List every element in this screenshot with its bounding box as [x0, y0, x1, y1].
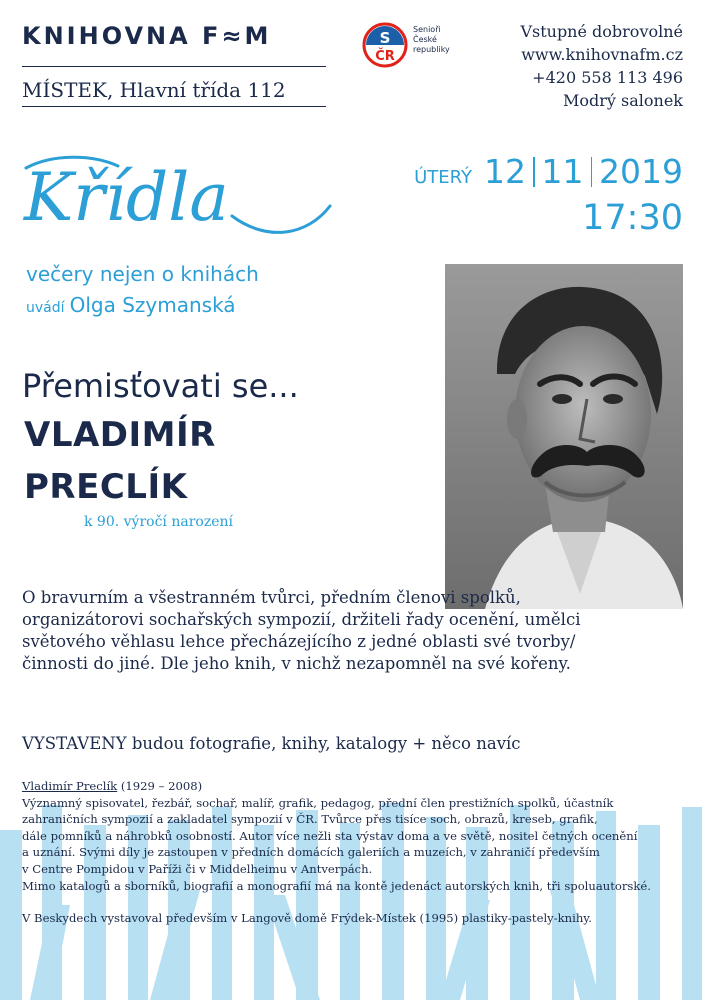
phone-number: +420 558 113 496: [532, 68, 683, 87]
svg-text:ČR: ČR: [375, 49, 395, 64]
room-name: Modrý salonek: [563, 91, 683, 110]
seniors-logo-emblem-icon: [360, 20, 410, 70]
date-month: 11: [541, 152, 584, 191]
bio-closing: V Beskydech vystavoval především v Langově domě Frýdek-Místek (1995) plastiky-pastely-knihy.: [22, 911, 592, 926]
entry-fee: Vstupné dobrovolné: [520, 22, 683, 41]
logo-text-line: republiky: [413, 45, 450, 54]
bio-line: dále pomníků a náhrobků osobností. Autor více nežli sta výstav doma a ve světě, nositel četných ocenění: [22, 828, 638, 843]
bio-name: Vladimír Preclík: [22, 779, 118, 793]
bio-line: a uznání. Svými díly je zastoupen v předních domácích galeriích a muzeích, v zahraničí především: [22, 845, 600, 860]
event-title: Přemisťovati se...: [22, 367, 299, 405]
date-day: 12: [484, 152, 527, 191]
bio-line: Mimo katalogů a sborníků, biografií a monografií má na kontě jedenáct autorských knih, tři spoluautorské.: [22, 878, 651, 893]
divider-top: [22, 66, 326, 67]
bio-spacer: [22, 894, 702, 910]
divider-bottom: [22, 106, 326, 107]
presenter-name: Olga Szymanská: [69, 293, 236, 317]
seniors-logo-text: [413, 25, 450, 55]
bio-line: Významný spisovatel, řezbář, sochař, malíř, grafik, pedagog, přední člen prestižních spolků, účastník: [22, 795, 614, 810]
date-separator: [591, 157, 593, 187]
speaker-first-name: VLADIMÍR: [24, 415, 216, 455]
logo-text-line: Senioři: [413, 25, 441, 34]
speaker-portrait: [445, 264, 683, 609]
date-year: 2019: [599, 152, 683, 191]
bio-years: (1929 – 2008): [120, 779, 203, 793]
series-logo: [22, 150, 334, 240]
biography: [22, 778, 702, 927]
date-separator: [533, 157, 535, 187]
presenter: [26, 293, 236, 317]
anniversary-note: k 90. výročí narození: [84, 514, 233, 530]
library-address: MÍSTEK, Hlavní třída 112: [22, 78, 286, 102]
speaker-last-name: PRECLÍK: [24, 467, 188, 507]
wing-swash-icon: [22, 150, 334, 240]
day-name: ÚTERÝ: [414, 167, 473, 188]
series-tagline: večery nejen o knihách: [26, 262, 259, 286]
portrait-photo-icon: [445, 264, 683, 609]
seniors-logo: [360, 20, 470, 70]
series-title: Křídla: [24, 159, 229, 236]
exhibition-note: VYSTAVENY budou fotografie, knihy, katalogy + něco navíc: [22, 734, 521, 753]
bio-line: zahraničních sympozií a zakladatel sympozií v ČR. Tvůrce přes tisíce soch, obrazů, kreseb, grafik,: [22, 812, 598, 827]
bio-line: v Centre Pompidou v Paříži či v Middelheimu v Antverpách.: [22, 861, 373, 876]
library-name: KNIHOVNA F≈M: [22, 22, 272, 50]
presenter-prefix: uvádí: [26, 300, 65, 316]
event-date: [414, 152, 683, 191]
event-time: 17:30: [582, 198, 683, 238]
event-info: [520, 20, 683, 112]
logo-text-line: České: [413, 35, 437, 44]
event-description: O bravurním a všestranném tvůrci, předním členovi spolků, organizátorovi sochařských sympozií, držiteli řady ocenění, umělci světového věhlasu lehce přecházejícího z jedné oblasti své tvorby/činnosti do jiné. Dle jeho knih, v nichž nezapomněl na své kořeny.: [22, 588, 581, 673]
svg-text:S: S: [379, 29, 391, 47]
decorative-bar: [0, 830, 22, 1000]
website-link[interactable]: www.knihovnafm.cz: [521, 45, 683, 64]
